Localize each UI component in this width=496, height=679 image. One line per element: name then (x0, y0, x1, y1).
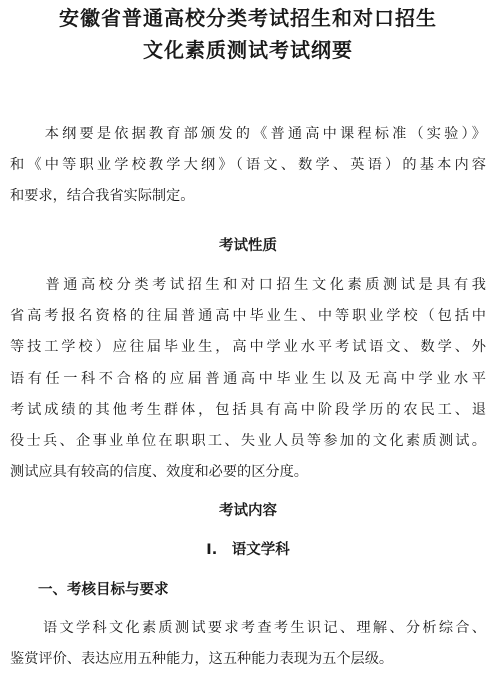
intro-line: 本纲要是依据教育部颁发的《普通高中课程标准（实验）》 (10, 126, 486, 142)
nature-line: 省高考报名资格的往届普通高中毕业生、中等职业学校（包括中 (10, 308, 486, 324)
content-line: 语文学科文化素质测试要求考查考生识记、理解、分析综合、 (10, 620, 486, 636)
part-heading-objectives: 一、考核目标与要求 (38, 582, 169, 598)
content-line: 鉴赏评价、表达应用五种能力，这五种能力表现为五个层级。 (10, 651, 394, 667)
document-title-line-1: 安徽省普通高校分类考试招生和对口招生 (59, 6, 437, 30)
nature-line: 测试应具有较高的信度、效度和必要的区分度。 (10, 464, 308, 480)
intro-line: 和《中等职业学校教学大纲》（语文、数学、英语）的基本内容 (10, 157, 486, 173)
nature-line: 等技工学校）应往届毕业生，高中学业水平考试语文、数学、外 (10, 339, 486, 355)
nature-line: 普通高校分类考试招生和对口招生文化素质测试是具有我 (10, 277, 486, 293)
nature-line: 语有任一科不合格的应届普通高中毕业生以及无高中学业水平 (10, 371, 486, 387)
nature-line: 役士兵、企事业单位在职职工、失业人员等参加的文化素质测试。 (10, 433, 486, 449)
section-heading-nature: 考试性质 (219, 238, 277, 254)
subject-heading-chinese: I. 语文学科 (206, 542, 290, 558)
document-title-line-2: 文化素质测试考试纲要 (143, 38, 353, 62)
section-heading-content: 考试内容 (219, 503, 277, 519)
nature-line: 考试成绩的其他考生群体，包括具有高中阶段学历的农民工、退 (10, 402, 486, 418)
intro-line: 和要求，结合我省实际制定。 (10, 188, 195, 204)
